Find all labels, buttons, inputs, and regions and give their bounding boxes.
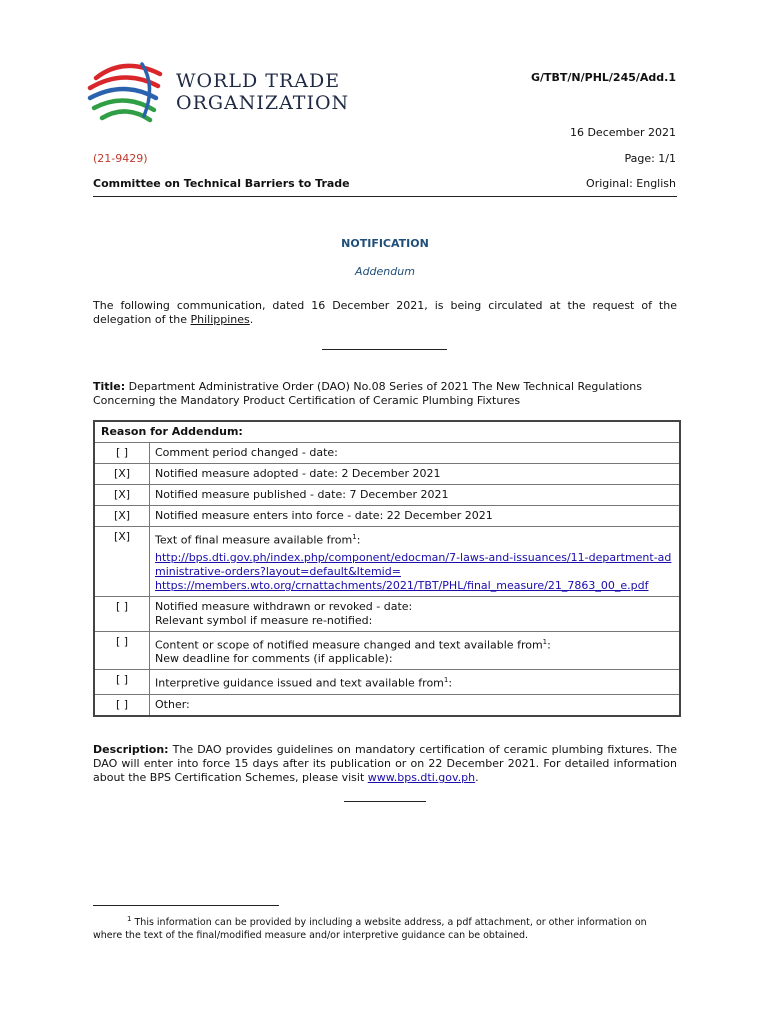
- footnote: [93, 913, 677, 942]
- wto-attachment-link[interactable]: https://members.wto.org/crnattachments/2021/TBT/PHL/final_measure/21_7863_00_e.pdf: [155, 578, 649, 592]
- footnote-mark: 1: [127, 915, 132, 923]
- table-row: [94, 694, 680, 716]
- description-text: The DAO provides guidelines on mandatory certification of ceramic plumbing fixtures. The DAO will enter into force 15 days after its publication or on 22 December 2021. For detailed information about the BPS Certification Schemes, please visit: [93, 743, 677, 784]
- org-name-line2: ORGANIZATION: [176, 92, 350, 114]
- footnote-ref: 1: [542, 637, 548, 646]
- org-name: [176, 70, 349, 114]
- reason-line2: Relevant symbol if measure re-notified:: [155, 613, 373, 627]
- reason-suffix: :: [356, 533, 361, 547]
- original-language: Original: English: [586, 177, 676, 190]
- title-text: Department Administrative Order (DAO) No.08 Series of 2021 The New Technical Regulations Concerning the Mandatory Product Certification of Ceramic Plumbing Fixtures: [93, 380, 642, 407]
- table-row: [94, 506, 680, 527]
- footnote-indent: [93, 917, 127, 928]
- footnote-divider: [93, 905, 279, 906]
- reason-line: [155, 635, 674, 653]
- org-name-line1: WORLD TRADE: [176, 70, 341, 92]
- reasons-heading: Reason for Addendum:: [94, 421, 680, 443]
- description-end: .: [475, 771, 479, 784]
- table-row: [94, 443, 680, 464]
- committee-name: Committee on Technical Barriers to Trade: [93, 177, 350, 190]
- reason-cell: [150, 527, 681, 597]
- intro-paragraph: [93, 299, 677, 327]
- checkbox: [X]: [94, 485, 150, 506]
- reason-cell: [150, 631, 681, 670]
- reason-text: Notified measure published - date: 7 December 2021: [150, 485, 681, 506]
- notification-heading: NOTIFICATION: [341, 237, 429, 250]
- document-number: (21-9429): [93, 152, 148, 165]
- reason-line: [155, 530, 674, 548]
- reason-text: Interpretive guidance issued and text available from: [155, 676, 444, 690]
- intro-text: The following communication, dated 16 December 2021, is being circulated at the request of the delegation of the: [93, 299, 677, 326]
- title-paragraph: [93, 380, 677, 408]
- description-paragraph: [93, 743, 677, 785]
- reasons-table: [93, 420, 681, 717]
- document-date: 16 December 2021: [569, 126, 676, 139]
- footnote-ref: 1: [352, 533, 357, 541]
- reason-text: Text of final measure available from: [155, 533, 353, 547]
- member-name: Philippines: [190, 313, 250, 326]
- table-row: [94, 464, 680, 485]
- reason-text: Comment period changed - date:: [150, 443, 681, 464]
- footnote-ref: 1: [443, 676, 449, 685]
- description-label: Description:: [93, 743, 169, 756]
- end-divider: [344, 801, 426, 802]
- checkbox: [ ]: [94, 631, 150, 670]
- addendum-subheading: Addendum: [355, 265, 415, 278]
- reason-text: Other:: [150, 694, 681, 716]
- reason-text: Notified measure enters into force - date: 22 December 2021: [150, 506, 681, 527]
- table-row: [94, 631, 680, 670]
- reason-text: Notified measure adopted - date: 2 December 2021: [150, 464, 681, 485]
- table-row: [94, 596, 680, 631]
- section-divider: [322, 349, 447, 350]
- checkbox: [ ]: [94, 694, 150, 716]
- header-divider: [93, 196, 677, 197]
- reason-cell: [150, 670, 681, 695]
- checkbox: [X]: [94, 527, 150, 597]
- table-row: [94, 527, 680, 597]
- page-number: Page: 1/1: [624, 152, 676, 165]
- bps-link[interactable]: www.bps.dti.gov.ph: [367, 771, 476, 784]
- checkbox: [X]: [94, 506, 150, 527]
- reason-text: Notified measure withdrawn or revoked - date:: [155, 599, 413, 613]
- reason-cell: [150, 596, 681, 631]
- footnote-text: This information can be provided by including a website address, a pdf attachment, or other information on where the text of the final/modified measure and/or interpretive guidance can be obtained.: [93, 917, 647, 942]
- checkbox: [X]: [94, 464, 150, 485]
- table-row: [94, 485, 680, 506]
- checkbox: [ ]: [94, 443, 150, 464]
- link-block: [155, 551, 674, 593]
- reason-suffix: :: [547, 638, 551, 652]
- reason-text: Content or scope of notified measure changed and text available from: [155, 638, 543, 652]
- reasons-header-row: [94, 421, 680, 443]
- intro-end: .: [249, 313, 254, 326]
- checkbox: [ ]: [94, 670, 150, 695]
- title-label: Title:: [93, 380, 126, 393]
- checkbox: [ ]: [94, 596, 150, 631]
- reason-suffix: :: [448, 676, 453, 690]
- reason-line2: New deadline for comments (if applicable):: [155, 652, 393, 666]
- table-row: [94, 670, 680, 695]
- document-symbol: G/TBT/N/PHL/245/Add.1: [530, 71, 676, 84]
- dti-link[interactable]: http://bps.dti.gov.ph/index.php/component/edocman/7-laws-and-issuances/11-department-administrative-orders?layout=default&Itemid=: [155, 550, 672, 578]
